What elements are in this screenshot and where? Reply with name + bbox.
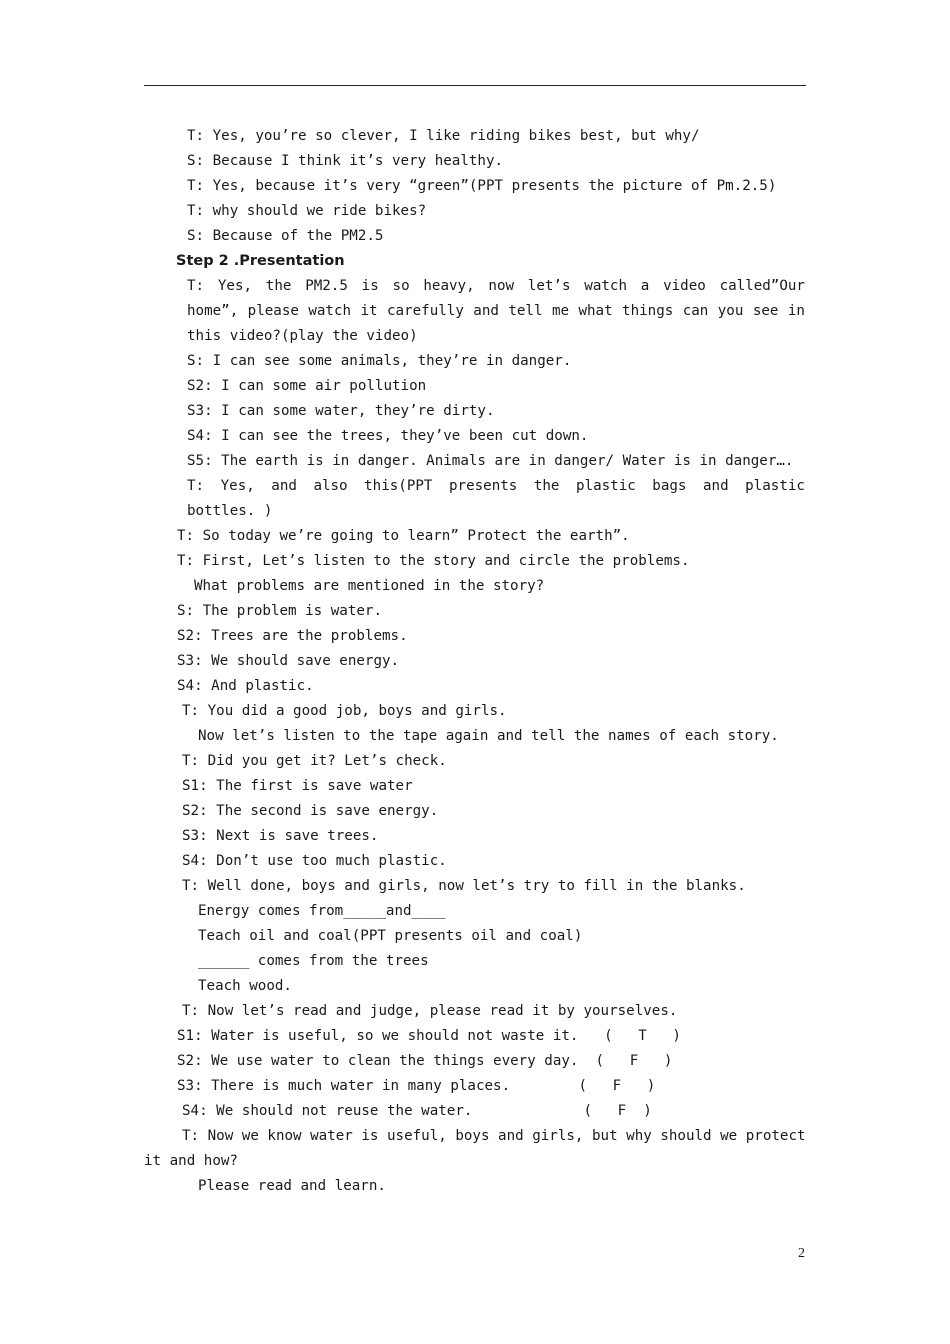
text-line: Teach oil and coal(PPT presents oil and coal) [198,928,583,944]
text-line: S1: Water is useful, so we should not waste it. ( T ) [177,1028,681,1044]
text-line: S3: Next is save trees. [182,828,379,844]
word: T: [187,478,205,494]
word: what [578,303,613,319]
word: presents [448,478,518,494]
word: things [622,303,674,319]
text-line: ______ comes from the trees [198,953,429,969]
page-number: 2 [798,1246,805,1261]
text-line: bottles. ) [187,503,273,519]
word: called”Our [719,278,805,294]
text-line: S4: I can see the trees, they’ve been cut down. [187,428,589,444]
word: video [663,278,706,294]
text-line: S2: Trees are the problems. [177,628,408,644]
word: in [787,303,805,319]
word: watch [308,303,352,319]
text-line: T: Now let’s read and judge, please read it by yourselves. [182,1003,678,1019]
text-line-justified [187,474,805,499]
word: bags [652,478,687,494]
text-line: Energy comes from_____and____ [198,903,446,919]
text-line: it and how? [144,1153,238,1169]
text-line: S4: We should not reuse the water. ( F ) [182,1103,652,1119]
word: so [392,278,410,294]
text-line: S4: And plastic. [177,678,314,694]
word: plastic [575,478,636,494]
word: Yes, [220,478,255,494]
text-line: T: First, Let’s listen to the story and circle the problems. [177,553,690,569]
word: the [265,278,292,294]
text-line: S2: I can some air pollution [187,378,427,394]
text-line: S3: We should save energy. [177,653,400,669]
word: PM2.5 [305,278,348,294]
word: Yes, [217,278,253,294]
word: can [682,303,709,319]
word: home”, [187,303,239,319]
text-line: S5: The earth is in danger. Animals are in danger/ Water is in danger…. [187,453,794,469]
word: T: [187,278,205,294]
text-line: T: why should we ride bikes? [187,203,427,219]
text-line: S4: Don’t use too much plastic. [182,853,447,869]
text-line: What problems are mentioned in the story? [194,578,545,594]
word: this(PPT [364,478,433,494]
text-line-justified [187,274,805,299]
text-line: Teach wood. [198,978,292,994]
text-line: S3: I can some water, they’re dirty. [187,403,495,419]
text-line-justified [187,299,805,324]
text-line: T: Yes, you’re so clever, I like riding bikes best, but why/ [187,128,700,144]
word: please [247,303,299,319]
word: and [271,478,297,494]
word: and [473,303,499,319]
text-line: T: Did you get it? Let’s check. [182,753,447,769]
word: heavy, [423,278,475,294]
text-line: S: Because I think it’s very healthy. [187,153,504,169]
word: see [752,303,779,319]
text-line: Now let’s listen to the tape again and tell the names of each story. [198,728,779,744]
word: and [702,478,729,494]
word: tell [508,303,543,319]
word: carefully [387,303,464,319]
word: the [533,478,560,494]
text-line: T: You did a good job, boys and girls. [182,703,507,719]
text-line: S: I can see some animals, they’re in danger. [187,353,572,369]
word: let’s [527,278,571,294]
text-line: S: Because of the PM2.5 [187,228,384,244]
word: also [313,478,348,494]
text-line: T: Now we know water is useful, boys and girls, but why should we protect [182,1128,806,1144]
header-rule [144,85,806,86]
text-line: T: Yes, because it’s very “green”(PPT presents the picture of Pm.2.5) [187,178,777,194]
word: it [360,303,378,319]
text-line: T: So today we’re going to learn” Protect the earth”. [177,528,630,544]
word: plastic [745,478,805,494]
text-line: Please read and learn. [198,1178,386,1194]
word: now [488,278,515,294]
word: me [551,303,570,319]
text-line: this video?(play the video) [187,328,418,344]
text-line: T: Well done, boys and girls, now let’s try to fill in the blanks. [182,878,746,894]
text-line: S1: The first is save water [182,778,413,794]
text-line: S3: There is much water in many places. ( F ) [177,1078,656,1094]
text-line: S: The problem is water. [177,603,382,619]
word: watch [584,278,627,294]
word: is [361,278,379,294]
text-line: S2: We use water to clean the things every day. ( F ) [177,1053,673,1069]
word: a [640,278,650,294]
section-heading: Step 2 .Presentation [176,253,345,269]
word: you [717,303,744,319]
text-line: S2: The second is save energy. [182,803,439,819]
